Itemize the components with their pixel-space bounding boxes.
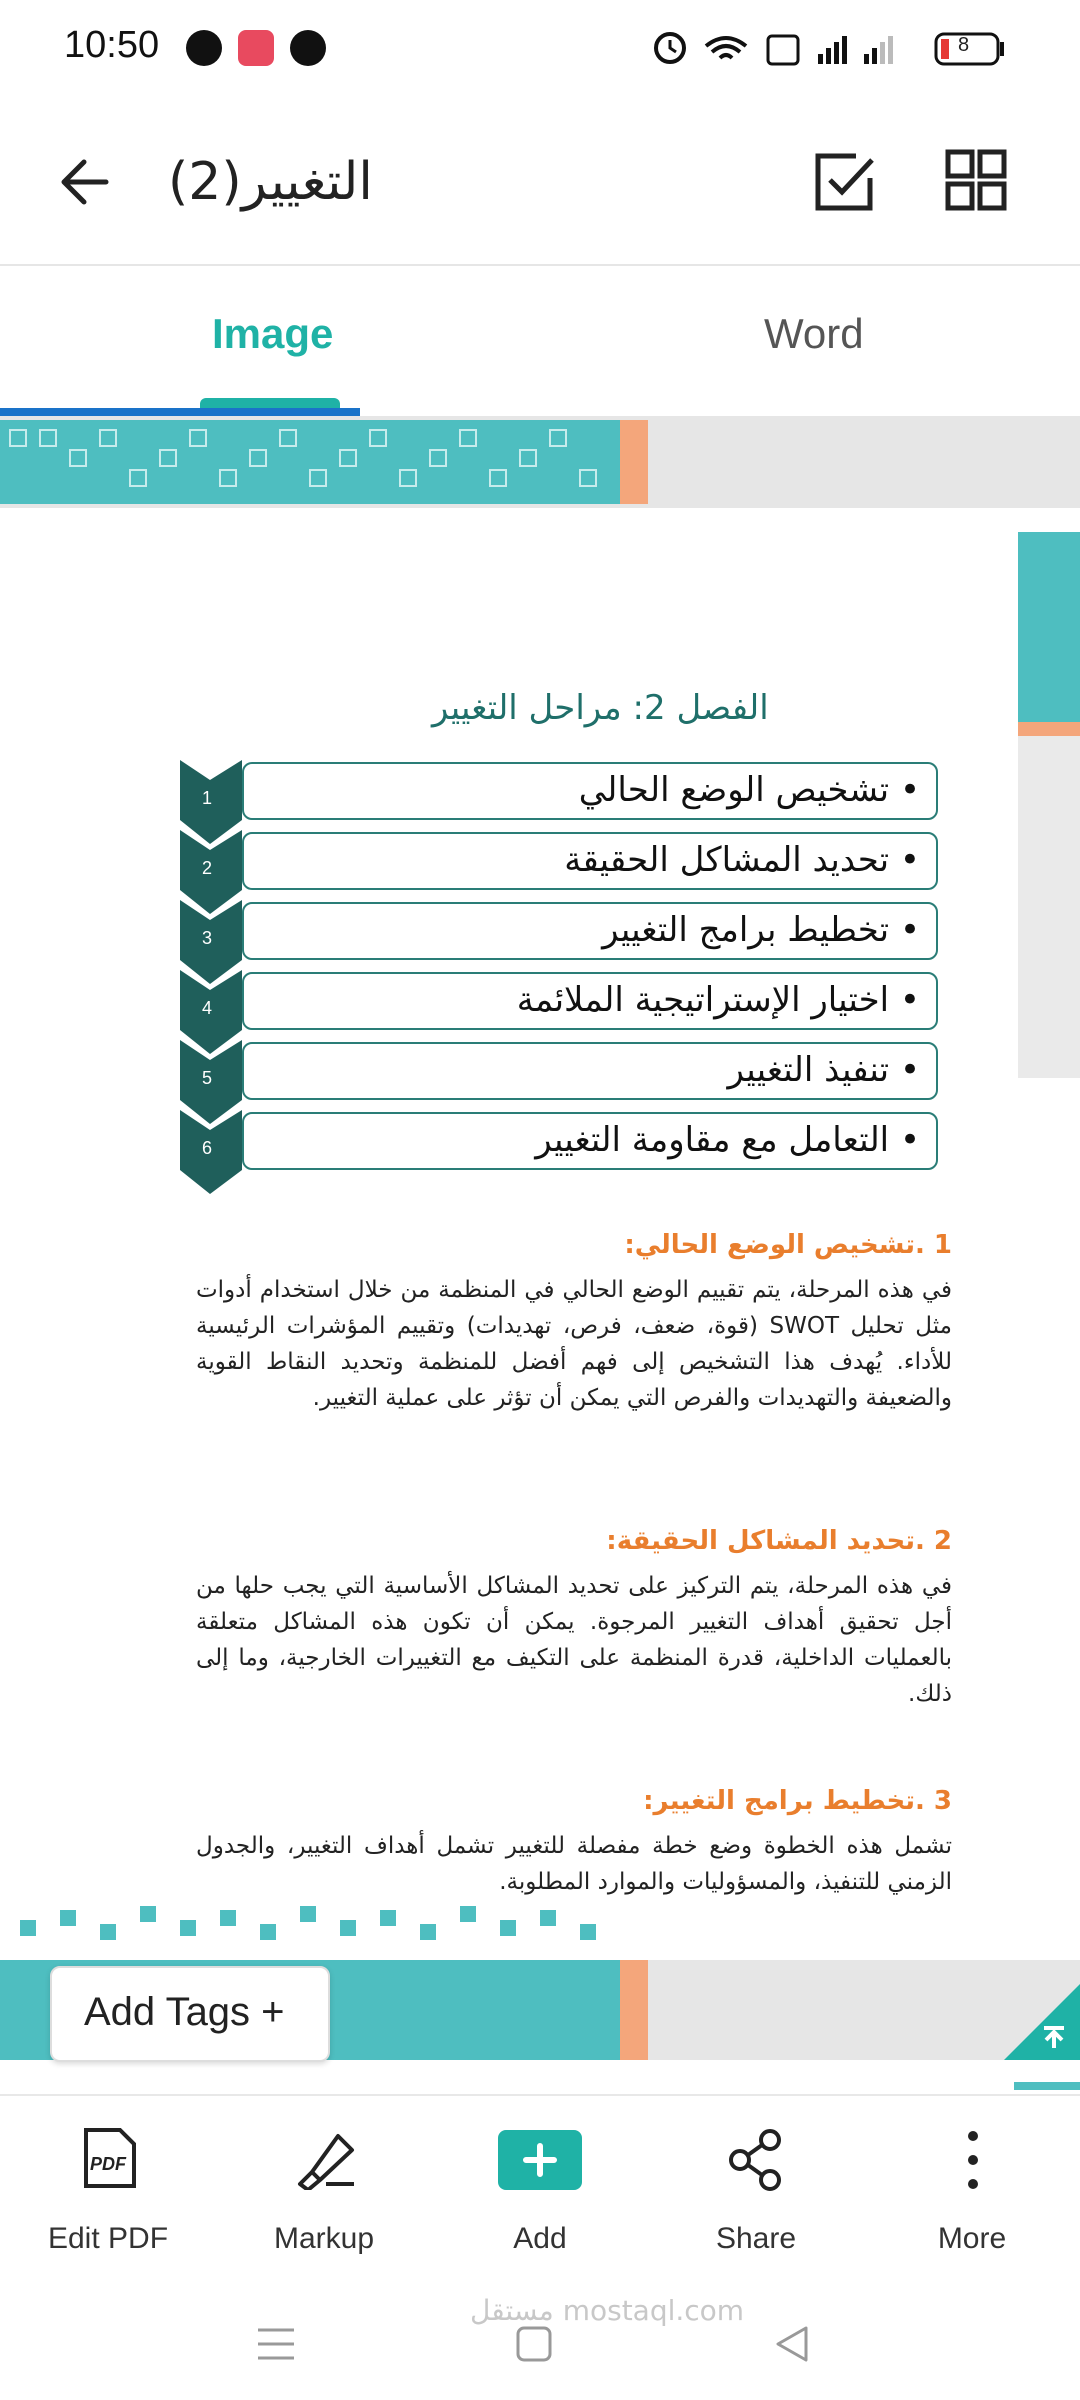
watermark: مستقل mostaql.com <box>470 2294 745 2327</box>
bottom-toolbar <box>0 2094 1080 2286</box>
active-tab-indicator <box>200 398 340 408</box>
step-item <box>180 902 936 958</box>
step-item <box>180 832 936 888</box>
menu-icon[interactable] <box>256 2324 296 2364</box>
step-number: 1 <box>202 788 213 808</box>
step-item <box>180 1042 936 1098</box>
scroll-to-top-icon[interactable] <box>1004 1984 1080 2060</box>
signal-icon-2 <box>888 36 893 64</box>
battery-level: 8 <box>958 34 970 56</box>
step-number: 6 <box>202 1138 213 1158</box>
step-item <box>180 762 936 818</box>
volte-call-icon <box>768 36 798 64</box>
step-item <box>180 972 936 1028</box>
tab-image[interactable]: Image <box>212 310 334 357</box>
more-button[interactable] <box>872 2126 1072 2276</box>
record-dot-icon <box>290 30 326 66</box>
share-label: Share <box>715 2222 797 2255</box>
scroll-accent <box>1018 722 1080 736</box>
page-indicator-line <box>1014 2082 1080 2090</box>
page-scrollbar[interactable] <box>1018 532 1080 1078</box>
tab-bar <box>0 266 1080 416</box>
share-icon <box>726 2128 786 2192</box>
app-notification-icon-2 <box>238 30 274 66</box>
app-bar <box>0 96 1080 266</box>
page-accent-bar-bottom <box>620 1960 648 2060</box>
markup-button[interactable] <box>224 2126 424 2276</box>
arrow-left-icon[interactable] <box>56 152 116 212</box>
add-button[interactable] <box>440 2126 640 2276</box>
markup-label: Markup <box>273 2222 375 2255</box>
svg-text:PDF: PDF <box>90 2154 126 2174</box>
step-label: • تحديد المشاكل الحقيقة <box>564 840 920 880</box>
page-accent-bar <box>620 420 648 504</box>
more-vertical-icon <box>958 2128 988 2192</box>
grid-view-icon[interactable] <box>944 148 1008 212</box>
step-label: • اختيار الإستراتيجية الملائمة <box>516 980 920 1020</box>
status-bar <box>0 0 1080 96</box>
edit-pdf-button[interactable] <box>8 2126 208 2276</box>
section-heading: 1 .تشخيص الوضع الحالي: <box>624 1230 952 1260</box>
add-label: Add <box>513 2222 567 2255</box>
app-notification-icon <box>186 30 222 66</box>
add-tags-label: Add Tags + <box>84 1990 285 2034</box>
document-page[interactable] <box>0 532 1018 1952</box>
step-label: • التعامل مع مقاومة التغيير <box>535 1120 920 1160</box>
scroll-thumb[interactable] <box>1018 532 1080 722</box>
tab-word[interactable]: Word <box>764 310 864 357</box>
share-button[interactable] <box>656 2126 856 2276</box>
more-label: More <box>937 2222 1007 2255</box>
document-title: التغيير(2) <box>168 152 373 212</box>
step-number: 2 <box>202 858 213 878</box>
step-label: • تنفيذ التغيير <box>727 1050 920 1090</box>
back-triangle-icon[interactable] <box>772 2324 812 2364</box>
highlighter-icon <box>290 2126 360 2190</box>
home-square-icon[interactable] <box>514 2324 554 2364</box>
section-body: في هذه المرحلة، يتم التركيز على تحديد المشاكل الأساسية التي يجب حلها من أجل تحقيق أهداف التغيير المرجوة. يمكن أن تكون هذه المشاكل متعلقة بالعمليات الداخلية، قدرة المنظمة على التكيف مع التغييرات الخارجية، وما إلى ذلك. <box>196 1573 952 1707</box>
status-time: 10:50 <box>64 24 160 66</box>
step-label: • تشخيص الوضع الحالي <box>578 770 920 810</box>
signal-icon <box>842 36 847 64</box>
step-number: 5 <box>202 1068 213 1088</box>
step-number: 3 <box>202 928 213 948</box>
page-pattern-top <box>0 420 620 504</box>
section-heading: 3 .تخطيط برامج التغيير: <box>643 1786 952 1816</box>
section-heading: 2 .تحديد المشاكل الحقيقة: <box>606 1526 952 1556</box>
checkbox-edit-icon[interactable] <box>810 148 880 218</box>
step-number: 4 <box>202 998 213 1018</box>
step-label: • تخطيط برامج التغيير <box>602 910 920 950</box>
step-item <box>180 1112 936 1168</box>
section-body: تشمل هذه الخطوة وضع خطة مفصلة للتغيير تشمل أهداف التغيير، والجدول الزمني للتنفيذ، والمسؤوليات والموارد المطلوبة. <box>196 1833 952 1895</box>
chapter-title: الفصل 2: مراحل التغيير <box>432 688 769 728</box>
system-nav-bar <box>0 2284 1080 2400</box>
add-tags-button[interactable] <box>50 1966 330 2062</box>
edit-pdf-label: Edit PDF <box>47 2222 169 2255</box>
previous-page-strip[interactable] <box>0 416 1080 508</box>
progress-underline <box>0 408 360 416</box>
plus-icon <box>496 2128 584 2192</box>
pdf-edit-icon <box>80 2126 140 2190</box>
wifi-icon <box>706 38 746 58</box>
status-icons <box>650 28 1030 68</box>
section-body: في هذه المرحلة، يتم تقييم الوضع الحالي في المنظمة من خلال استخدام أدوات مثل تحليل SWOT (قوة، ضعف، فرص، تهديدات) وتقييم المؤشرات الرئيسية للأداء. يُهدف هذا التشخيص إلى فهم أفضل للمنظمة وتحديد النقاط القوية والضعيفة والتهديدات والفرص التي يمكن أن تؤثر على عملية التغيير. <box>196 1277 952 1411</box>
